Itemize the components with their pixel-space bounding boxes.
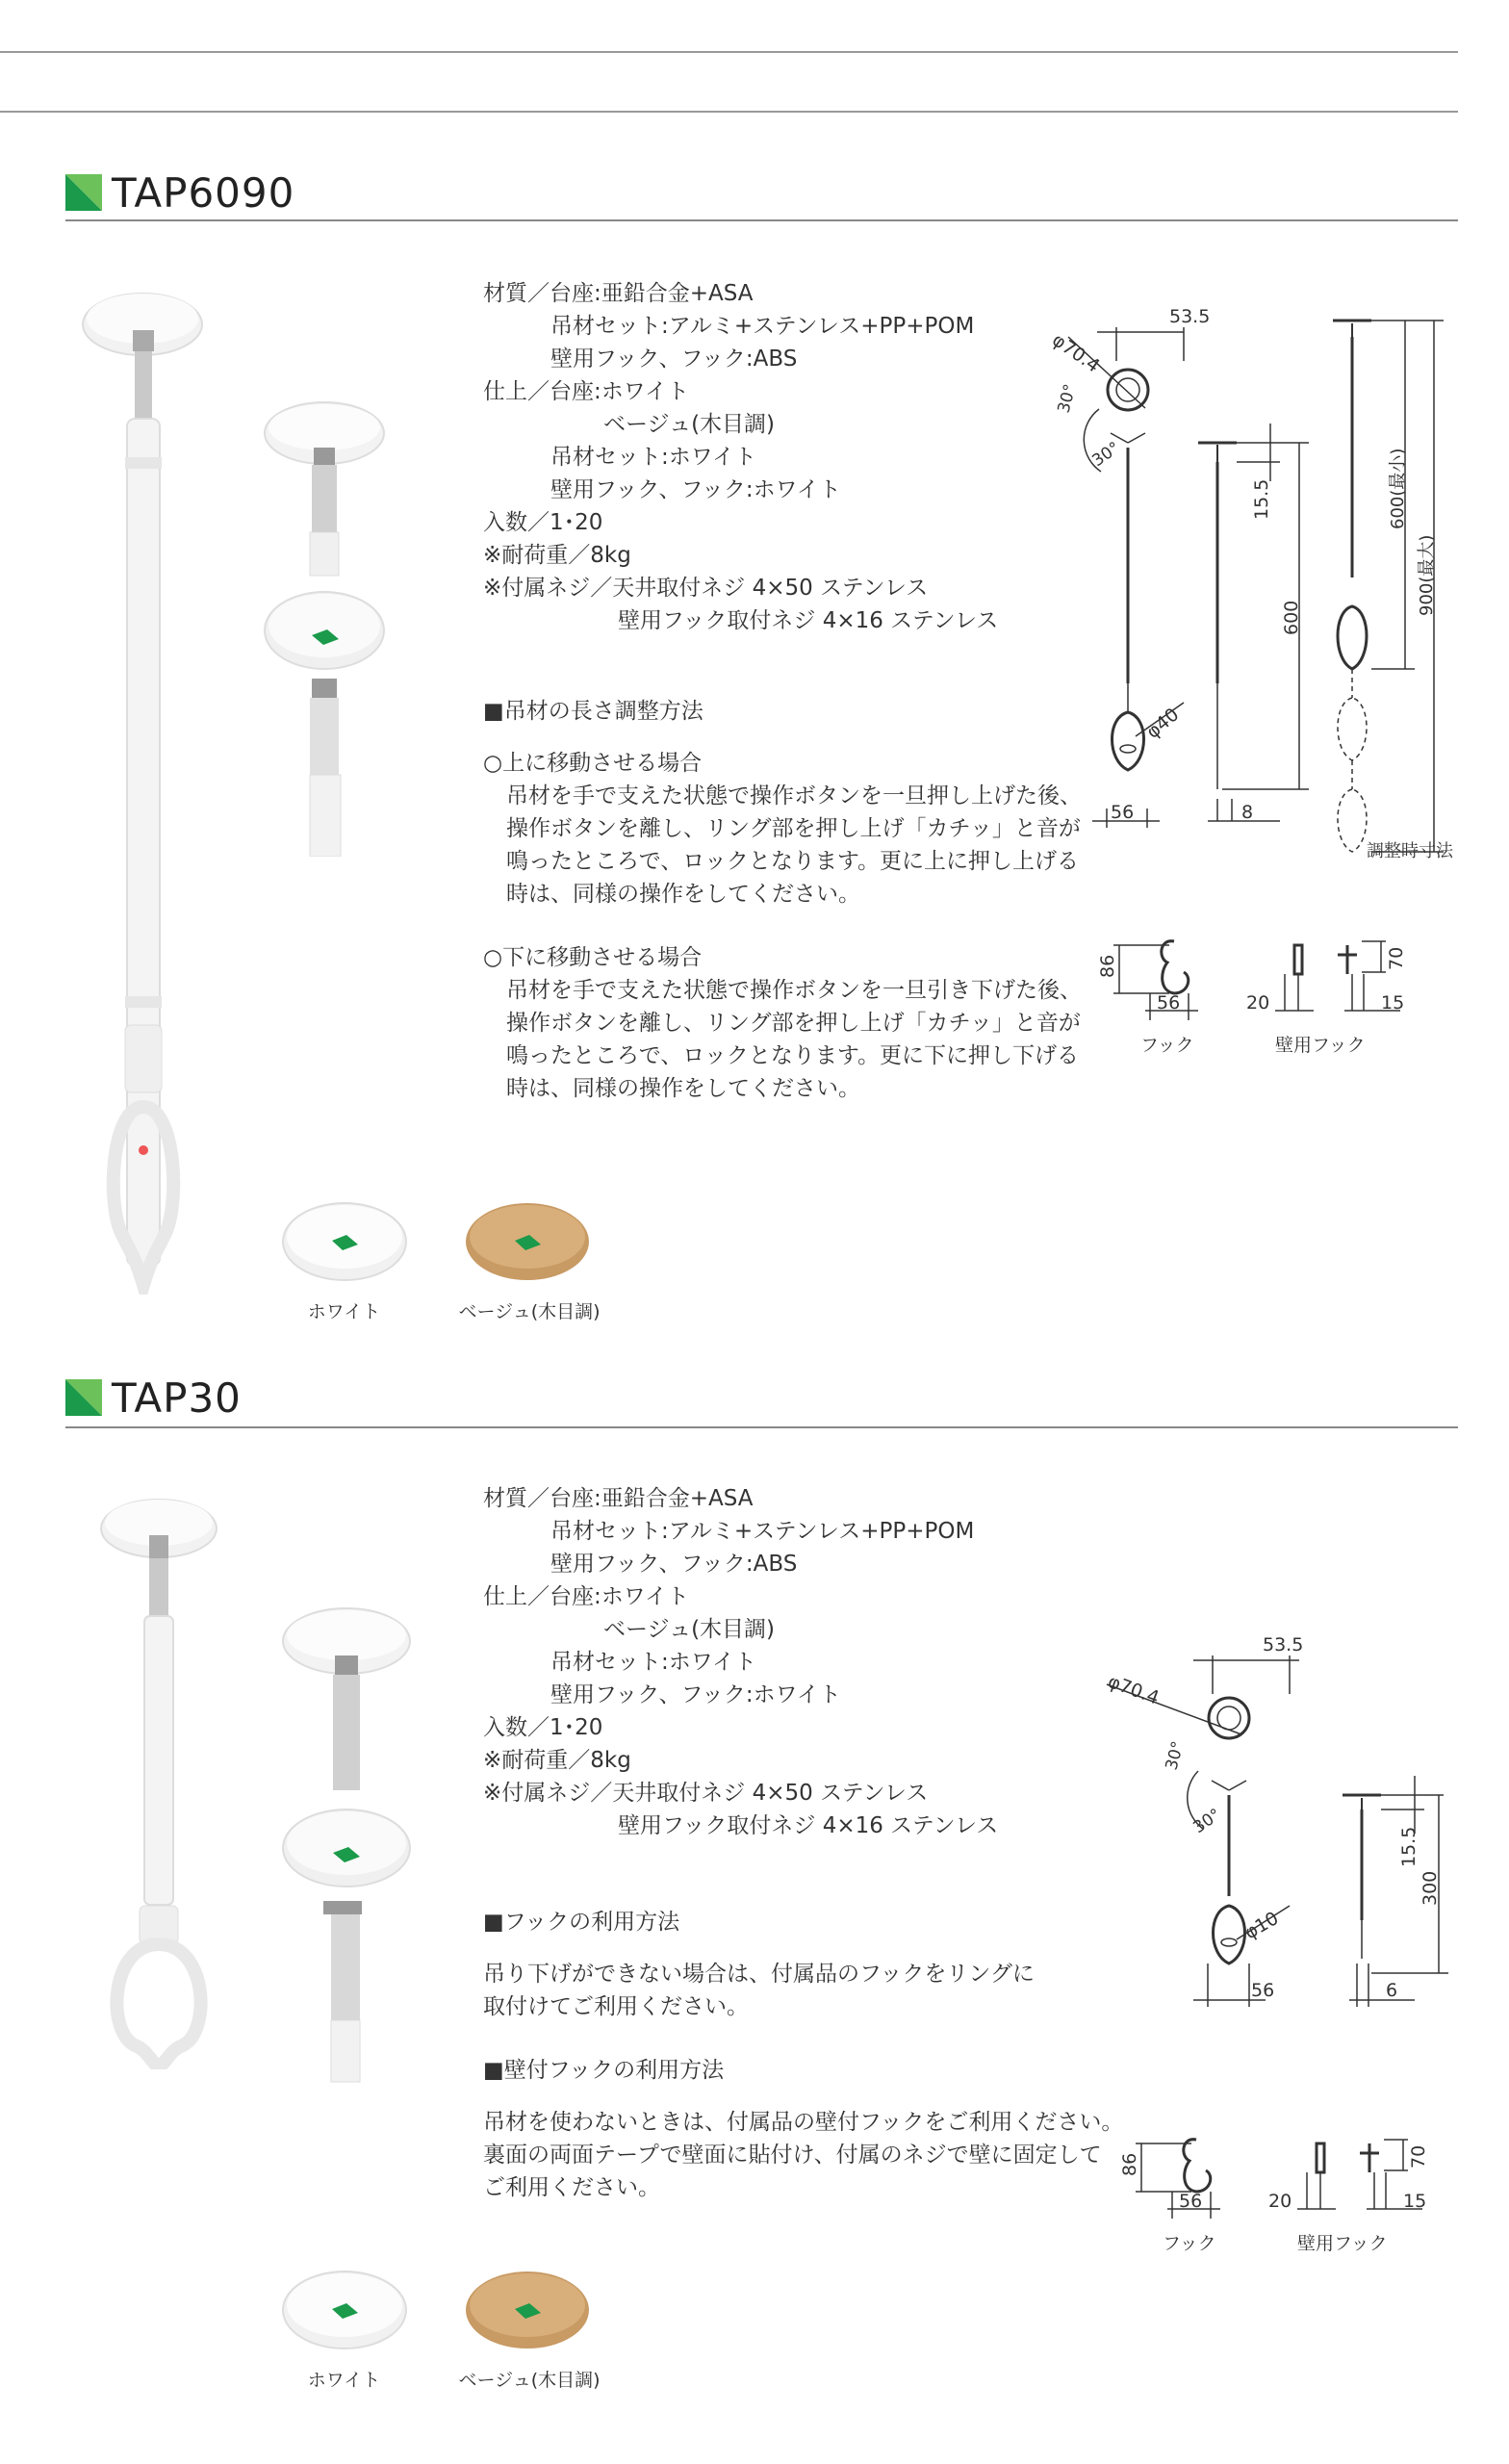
- wall-70: 70: [1386, 946, 1407, 970]
- dim-max: 900(最大): [1417, 534, 1437, 616]
- spec-line: 仕上／台座:ホワイト: [483, 1584, 690, 1609]
- spec-line: 壁用フック、フック:ホワイト: [550, 477, 841, 502]
- detail-photo-top: [279, 1603, 419, 1795]
- spec-line: 仕上／台座:ホワイト: [483, 379, 690, 404]
- down-line: 時は、同様の操作をしてください。: [506, 1076, 860, 1101]
- swatch-beige: [462, 1198, 592, 1285]
- hook-line: 吊り下げができない場合は、付属品のフックをリングに: [483, 1962, 1035, 1987]
- swatch-white: [279, 1198, 409, 1285]
- swatch-white: [279, 2267, 409, 2353]
- spec-line: 入数／1･20: [483, 1715, 603, 1740]
- hook-usage-block: [483, 1906, 1123, 2204]
- wall-line: 裏面の両面テープで壁面に貼付け、付属のネジで壁に固定して: [483, 2143, 1102, 2168]
- down-line: 鳴ったところで、ロックとなります。更に下に押し下げる: [506, 1043, 1080, 1068]
- dim-phi-base: φ70.4: [1048, 329, 1104, 377]
- hook-height: 86: [1119, 2152, 1140, 2176]
- dim-phi-ring: φ10: [1240, 1907, 1283, 1944]
- wall-20: 20: [1268, 2191, 1292, 2212]
- product-photo-pole: [77, 284, 221, 1295]
- method-heading: ■吊材の長さ調整方法: [483, 699, 703, 724]
- dim-phi-base: φ70.4: [1105, 1671, 1163, 1709]
- hook-label: フック: [1163, 2233, 1216, 2254]
- dim-angle-b: 30°: [1189, 1805, 1225, 1838]
- color-label-white: ホワイト: [307, 2370, 381, 2391]
- section-title-tap30: [65, 1373, 242, 1422]
- spec-line: 吊材セット:ホワイト: [550, 445, 757, 470]
- dim-155: 15.5: [1251, 478, 1272, 520]
- dim-300: 300: [1419, 1870, 1441, 1906]
- detail-photo-bottom: [262, 587, 396, 857]
- dim-56: 56: [1251, 1980, 1275, 2001]
- spec-line: 材質／台座:亜鉛合金+ASA: [483, 281, 754, 306]
- wall-label: 壁用フック: [1275, 1035, 1366, 1056]
- color-label-beige: ベージュ(木目調): [458, 2370, 601, 2391]
- adjust-method-block: [483, 695, 1082, 1105]
- hook-height: 86: [1097, 954, 1118, 978]
- wall-15: 15: [1381, 992, 1405, 1014]
- hook-label: フック: [1140, 1035, 1194, 1056]
- dim-155: 15.5: [1398, 1826, 1419, 1867]
- section-rule: [65, 219, 1458, 221]
- swatch-beige: [462, 2267, 592, 2353]
- detail-photo-top: [262, 395, 396, 578]
- spec-line: ベージュ(木目調): [603, 1617, 776, 1642]
- dim-adjust-label: 調整時寸法: [1367, 841, 1453, 861]
- dim-min: 600(最小): [1388, 448, 1408, 529]
- spec-line: 材質／台座:亜鉛合金+ASA: [483, 1486, 754, 1511]
- color-label-white: ホワイト: [307, 1301, 381, 1322]
- up-heading: ○上に移動させる場合: [483, 751, 703, 776]
- wall-heading: ■壁付フックの利用方法: [483, 2058, 725, 2083]
- detail-photo-bottom: [279, 1805, 419, 2084]
- dim-angle-a: 30°: [1054, 382, 1081, 416]
- spec-line: 壁用フック取付ネジ 4×16 ステンレス: [618, 608, 999, 633]
- spec-line: 壁用フック、フック:ABS: [550, 1552, 798, 1577]
- hook-width: 56: [1179, 2191, 1203, 2212]
- spec-line: 壁用フック取付ネジ 4×16 ステンレス: [618, 1813, 999, 1838]
- wall-15: 15: [1403, 2191, 1427, 2212]
- wall-line: ご利用ください。: [483, 2175, 660, 2200]
- product-photo-pole-short: [91, 1492, 245, 2069]
- spec-line: 壁用フック、フック:ABS: [550, 346, 798, 372]
- hook-heading: ■フックの利用方法: [483, 1910, 680, 1935]
- top-rule-1: [0, 51, 1458, 53]
- up-line: 時は、同様の操作をしてください。: [506, 882, 860, 907]
- green-marker-icon: [65, 174, 102, 211]
- dim-8: 8: [1241, 802, 1254, 823]
- top-rule-2: [0, 111, 1458, 113]
- hook-detail-tap6090: [1092, 934, 1429, 1059]
- spec-line: ※付属ネジ／天井取付ネジ 4×50 ステンレス: [483, 576, 929, 601]
- dim-width: 53.5: [1169, 306, 1211, 327]
- spec-line: ※耐荷重／8kg: [483, 543, 631, 568]
- hook-width: 56: [1157, 992, 1181, 1014]
- spec-line: 壁用フック、フック:ホワイト: [550, 1682, 841, 1707]
- spec-line: 吊材セット:アルミ+ステンレス+PP+POM: [550, 1519, 975, 1544]
- section-title-tap6090: [65, 168, 294, 217]
- up-line: 鳴ったところで、ロックとなります。更に上に押し上げる: [506, 849, 1080, 874]
- spec-line: ベージュ(木目調): [603, 412, 776, 437]
- dim-600: 600: [1281, 600, 1302, 635]
- dim-angle-b: 30°: [1088, 438, 1124, 472]
- wall-line: 吊材を使わないときは、付属品の壁付フックをご利用ください。: [483, 2110, 1124, 2135]
- spec-line: 入数／1･20: [483, 510, 603, 535]
- dim-phi-ring: φ40: [1142, 704, 1184, 743]
- spec-line: ※耐荷重／8kg: [483, 1748, 631, 1773]
- wall-70: 70: [1408, 2144, 1429, 2169]
- dim-angle-a: 30°: [1162, 1739, 1189, 1773]
- dim-56: 56: [1111, 802, 1135, 823]
- up-line: 操作ボタンを離し、リング部を押し上げ「カチッ」と音が: [506, 816, 1081, 841]
- hook-detail-tap30: [1114, 2132, 1451, 2257]
- spec-list: [483, 277, 998, 637]
- green-marker-icon: [65, 1379, 102, 1416]
- up-line: 吊材を手で支えた状態で操作ボタンを一旦押し上げた後、: [506, 783, 1082, 808]
- spec-list: [483, 1482, 998, 1842]
- wall-20: 20: [1246, 992, 1270, 1014]
- section-rule: [65, 1426, 1458, 1428]
- down-line: 吊材を手で支えた状態で操作ボタンを一旦引き下げた後、: [506, 978, 1082, 1003]
- product-code: TAP30: [112, 1373, 242, 1422]
- dimension-drawing-tap30: [1097, 1627, 1463, 2021]
- hook-line: 取付けてご利用ください。: [483, 1994, 749, 2019]
- down-line: 操作ボタンを離し、リング部を押し上げ「カチッ」と音が: [506, 1011, 1081, 1036]
- wall-label: 壁用フック: [1297, 2233, 1388, 2254]
- down-heading: ○下に移動させる場合: [483, 945, 703, 970]
- color-label-beige: ベージュ(木目調): [458, 1301, 601, 1322]
- spec-line: ※付属ネジ／天井取付ネジ 4×50 ステンレス: [483, 1781, 929, 1806]
- product-code: TAP6090: [112, 168, 295, 217]
- dim-6: 6: [1386, 1980, 1398, 2001]
- dim-width: 53.5: [1263, 1634, 1304, 1656]
- spec-line: 吊材セット:ホワイト: [550, 1650, 757, 1675]
- spec-line: 吊材セット:アルミ+ステンレス+PP+POM: [550, 314, 975, 339]
